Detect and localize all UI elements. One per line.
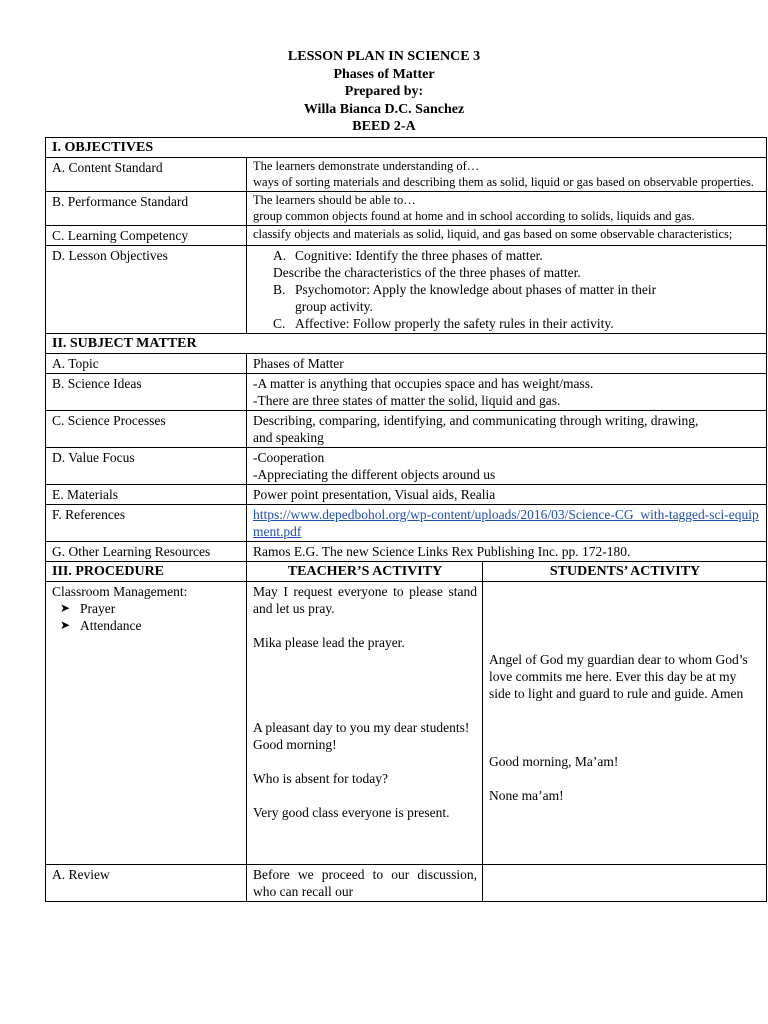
student-line: Angel of God my guardian dear to whom God’s love commits me here. Ever this day be at my side to light and guard to rule and guide. Amen <box>489 652 748 701</box>
lesson-objectives-value <box>247 246 767 334</box>
teacher-line: Mika please lead the prayer. <box>253 635 405 650</box>
performance-standard-line: The learners should be able to… <box>253 193 416 207</box>
table-row <box>46 448 767 485</box>
bullet-label: Prayer <box>80 601 116 616</box>
teacher-line: Who is absent for today? <box>253 771 388 786</box>
list-item <box>52 617 241 634</box>
classroom-management-cell <box>46 582 247 865</box>
list-item <box>52 600 241 617</box>
prepared-by-label: Prepared by: <box>344 84 424 99</box>
section-objectives-row <box>46 138 767 158</box>
students-activity-header: STUDENTS’ ACTIVITY <box>483 562 767 582</box>
review-teacher-text: Before we proceed to our discussion, who can recall our <box>247 865 483 902</box>
review-students-cell <box>483 865 767 902</box>
lesson-plan-table <box>45 137 767 902</box>
table-row <box>46 354 767 374</box>
content-standard-line: ways of sorting materials and describing them as solid, liquid or gas based on observable properties. <box>253 174 754 189</box>
science-processes-line: Describing, comparing, identifying, and communicating through writing, drawing, <box>253 413 699 428</box>
lesson-objectives-label: D. Lesson Objectives <box>46 246 247 334</box>
topic-value: Phases of Matter <box>247 354 767 374</box>
references-value <box>247 505 767 542</box>
science-idea-line: -A matter is anything that occupies space and has weight/mass. <box>253 376 594 391</box>
lesson-topic-title: Phases of Matter <box>333 66 435 82</box>
materials-label: E. Materials <box>46 485 247 505</box>
learning-competency-label: C. Learning Competency <box>46 226 247 246</box>
student-line: Good morning, Ma’am! <box>489 754 619 769</box>
classroom-management-label: Classroom Management: <box>52 584 188 599</box>
objective-a-continuation: Describe the characteristics of the three phases of matter. <box>273 265 581 280</box>
science-processes-line: and speaking <box>253 430 324 445</box>
section-subject-matter-row <box>46 334 767 354</box>
teacher-activity-header: TEACHER’S ACTIVITY <box>247 562 483 582</box>
student-line: None ma’am! <box>489 788 564 803</box>
table-row <box>46 542 767 562</box>
teacher-line: A pleasant day to you my dear students! <box>253 720 470 735</box>
table-row <box>46 374 767 411</box>
references-label: F. References <box>46 505 247 542</box>
table-row <box>46 505 767 542</box>
science-processes-label: C. Science Processes <box>46 411 247 448</box>
section-subject-matter-heading: II. SUBJECT MATTER <box>46 334 767 354</box>
teacher-line: Very good class everyone is present. <box>253 805 450 820</box>
section-procedure-heading: III. PROCEDURE <box>46 562 247 582</box>
document-header <box>0 48 768 136</box>
table-row <box>46 246 767 334</box>
table-row <box>46 192 767 226</box>
objective-b-continuation: group activity. <box>295 299 373 314</box>
science-ideas-label: B. Science Ideas <box>46 374 247 411</box>
table-row <box>46 411 767 448</box>
classroom-management-row <box>46 582 767 865</box>
science-ideas-value <box>247 374 767 411</box>
teacher-activity-cell <box>247 582 483 865</box>
table-row <box>46 485 767 505</box>
content-standard-line: The learners demonstrate understanding of… <box>253 159 480 173</box>
value-focus-label: D. Value Focus <box>46 448 247 485</box>
arrow-bullet-icon: ➤ <box>60 618 71 632</box>
performance-standard-label: B. Performance Standard <box>46 192 247 226</box>
science-processes-value <box>247 411 767 448</box>
bullet-label: Attendance <box>80 618 142 633</box>
students-activity-cell <box>483 582 767 865</box>
section-objectives-heading: I. OBJECTIVES <box>46 138 767 158</box>
table-row <box>46 158 767 192</box>
learning-competency-value: classify objects and materials as solid, liquid, and gas based on some observable characteristics; <box>247 226 767 246</box>
table-row <box>46 226 767 246</box>
topic-label: A. Topic <box>46 354 247 374</box>
content-standard-value <box>247 158 767 192</box>
objective-b <box>253 281 761 298</box>
arrow-bullet-icon: ➤ <box>60 601 71 615</box>
performance-standard-value <box>247 192 767 226</box>
list-marker: A. <box>273 248 287 263</box>
section-procedure-row <box>46 562 767 582</box>
author-section: BEED 2-A <box>352 119 416 134</box>
objective-a <box>253 247 761 264</box>
review-row <box>46 865 767 902</box>
objective-c <box>253 315 761 332</box>
objective-text: Affective: Follow properly the safety rules in their activity. <box>295 316 614 331</box>
value-focus-line: -Appreciating the different objects around us <box>253 467 496 482</box>
author-name: Willa Bianca D.C. Sanchez <box>303 101 465 117</box>
list-marker: B. <box>273 282 286 297</box>
list-marker: C. <box>273 316 286 331</box>
teacher-line: Good morning! <box>253 737 337 752</box>
materials-value: Power point presentation, Visual aids, Realia <box>247 485 767 505</box>
other-resources-value: Ramos E.G. The new Science Links Rex Publishing Inc. pp. 172-180. <box>247 542 767 562</box>
value-focus-value <box>247 448 767 485</box>
value-focus-line: -Cooperation <box>253 450 325 465</box>
science-idea-line: -There are three states of matter the solid, liquid and gas. <box>253 393 561 408</box>
objective-text: Cognitive: Identify the three phases of matter. <box>295 248 543 263</box>
teacher-line: May I request everyone to please stand and let us pray. <box>253 584 477 616</box>
review-label: A. Review <box>46 865 247 902</box>
document-title: LESSON PLAN IN SCIENCE 3 <box>287 49 481 64</box>
other-resources-label: G. Other Learning Resources <box>46 542 247 562</box>
reference-link[interactable]: https://www.depedbohol.org/wp-content/uploads/2016/03/Science-CG_with-tagged-sci-equipment.pdf <box>253 507 759 539</box>
performance-standard-line: group common objects found at home and in school according to solids, liquids and gas. <box>253 208 695 223</box>
content-standard-label: A. Content Standard <box>46 158 247 192</box>
objective-text: Psychomotor: Apply the knowledge about phases of matter in their <box>295 282 657 297</box>
